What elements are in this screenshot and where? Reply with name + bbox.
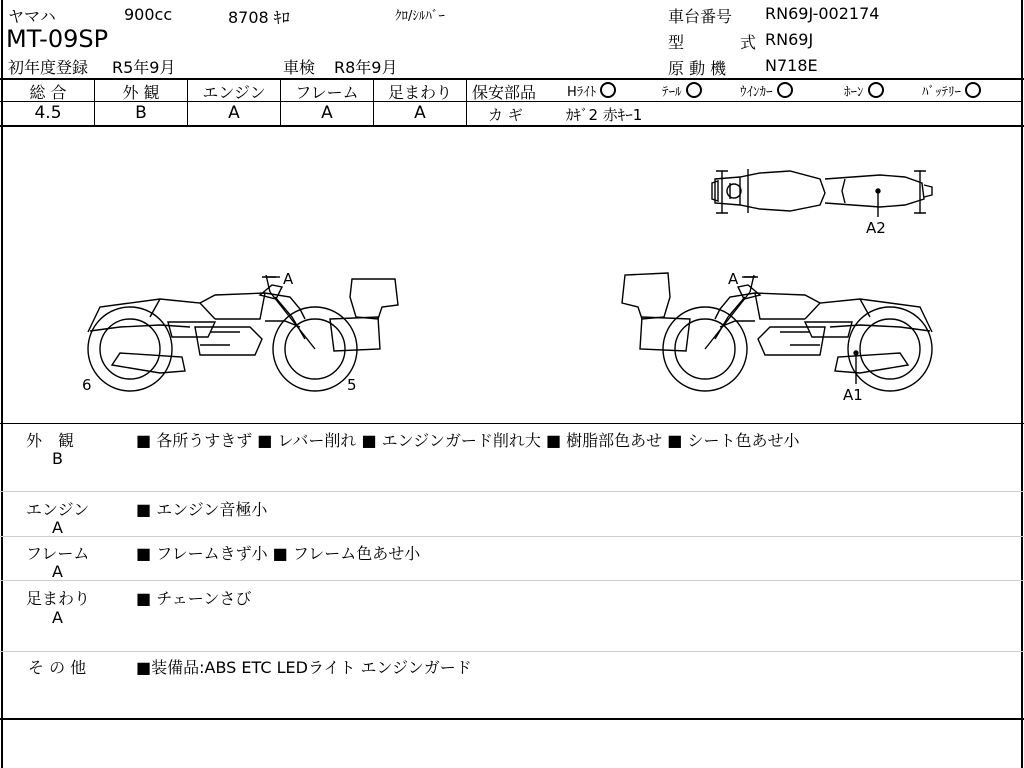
remarks-exterior-label: 外 観 — [26, 431, 75, 450]
suspension-grade: A — [414, 103, 426, 123]
damage-diagram — [0, 127, 1024, 423]
remarks-engine-text: ■ エンジン音極小 — [136, 500, 268, 519]
safety-headlight — [567, 81, 616, 100]
mark-a2: A2 — [866, 219, 886, 237]
mark-6: 6 — [82, 376, 92, 394]
headlight-label: Hﾗｲﾄ — [567, 85, 597, 100]
headlight-ok-icon — [600, 82, 616, 98]
remarks-exterior-text: ■ 各所うすきず ■ レバー削れ ■ エンジンガード削れ大 ■ 樹脂部色あせ ■ シート色あせ小 — [136, 431, 800, 450]
frame-grade: A — [321, 103, 333, 123]
safety-winker — [740, 81, 793, 100]
exterior-label: 外 観 — [122, 83, 160, 102]
type-label-2: 式 — [740, 33, 757, 52]
color: ｸﾛ/ｼﾙﾊﾞｰ — [395, 9, 445, 24]
mark-a1: A1 — [843, 386, 863, 404]
remarks-line-4 — [0, 651, 1024, 652]
remarks-frame-grade: A — [52, 562, 63, 581]
remarks-suspension-grade: A — [52, 608, 63, 627]
overall-label: 総 合 — [29, 83, 67, 102]
first-registration-label: 初年度登録 — [8, 58, 89, 77]
key-label: カ ギ — [488, 106, 523, 124]
horn-ok-icon — [868, 82, 884, 98]
tail-ok-icon — [686, 82, 702, 98]
safety-tail — [662, 81, 702, 100]
frame-no: RN69J-002174 — [765, 4, 880, 23]
type-label-1: 型 — [668, 33, 685, 52]
safety-mid — [466, 101, 1022, 102]
model-name: MT-09SP — [6, 25, 109, 53]
remarks-frame-text: ■ フレームきず小 ■ フレーム色あせ小 — [136, 544, 421, 563]
battery-label: ﾊﾞｯﾃﾘｰ — [922, 85, 961, 100]
mark-5: 5 — [347, 376, 357, 394]
overall-grade: 4.5 — [34, 103, 62, 123]
safety-label: 保安部品 — [472, 83, 537, 102]
inspection-label: 車検 — [283, 58, 316, 77]
mileage: 8708 ｷﾛ — [228, 8, 290, 27]
displacement: 900cc — [124, 5, 173, 24]
remarks-exterior-grade: B — [52, 449, 63, 468]
suspension-label: 足まわり — [387, 83, 452, 102]
remarks-line-3 — [0, 580, 1024, 581]
safety-horn — [844, 81, 884, 100]
remarks-engine-label: エンジン — [26, 500, 90, 519]
horn-label: ﾎｰﾝ — [844, 85, 864, 100]
remarks-engine-grade: A — [52, 518, 63, 537]
winker-label: ｳｲﾝｶｰ — [740, 85, 773, 100]
first-registration-value: R5年9月 — [112, 58, 176, 77]
remarks-suspension-label: 足まわり — [26, 589, 91, 608]
key-value: ｶｷﾞ2 赤ｷｰ1 — [566, 106, 643, 124]
grade-divider-5 — [466, 78, 467, 126]
type-value: RN69J — [765, 30, 814, 49]
remarks-top — [0, 423, 1024, 424]
frame-no-label: 車台番号 — [668, 7, 733, 26]
safety-battery — [922, 81, 981, 100]
remarks-suspension-text: ■ チェーンさび — [136, 589, 252, 608]
battery-ok-icon — [965, 82, 981, 98]
tail-label: ﾃｰﾙ — [662, 85, 682, 100]
frame-label: フレーム — [295, 83, 359, 102]
engine-grade: A — [228, 103, 240, 123]
remarks-frame-label: フレーム — [26, 544, 90, 563]
right-side-view — [622, 273, 932, 391]
winker-ok-icon — [777, 82, 793, 98]
engine-model-label: 原 動 機 — [668, 59, 727, 78]
left-side-view — [88, 275, 398, 391]
mark-a-right: A — [728, 270, 739, 288]
engine-label: エンジン — [202, 83, 266, 102]
remarks-other-text: ■装備品:ABS ETC LEDライト エンジンガード — [136, 658, 472, 677]
top-view — [712, 169, 932, 213]
maker: ヤマハ — [8, 7, 56, 26]
remarks-line-2 — [0, 536, 1024, 537]
inspection-value: R8年9月 — [334, 58, 398, 77]
exterior-grade: B — [135, 103, 147, 123]
remarks-other-label: そ の 他 — [28, 658, 87, 677]
remarks-bottom — [0, 718, 1024, 720]
engine-model-value: N718E — [765, 56, 818, 75]
remarks-line-1 — [0, 491, 1024, 492]
mark-a-left: A — [283, 270, 294, 288]
